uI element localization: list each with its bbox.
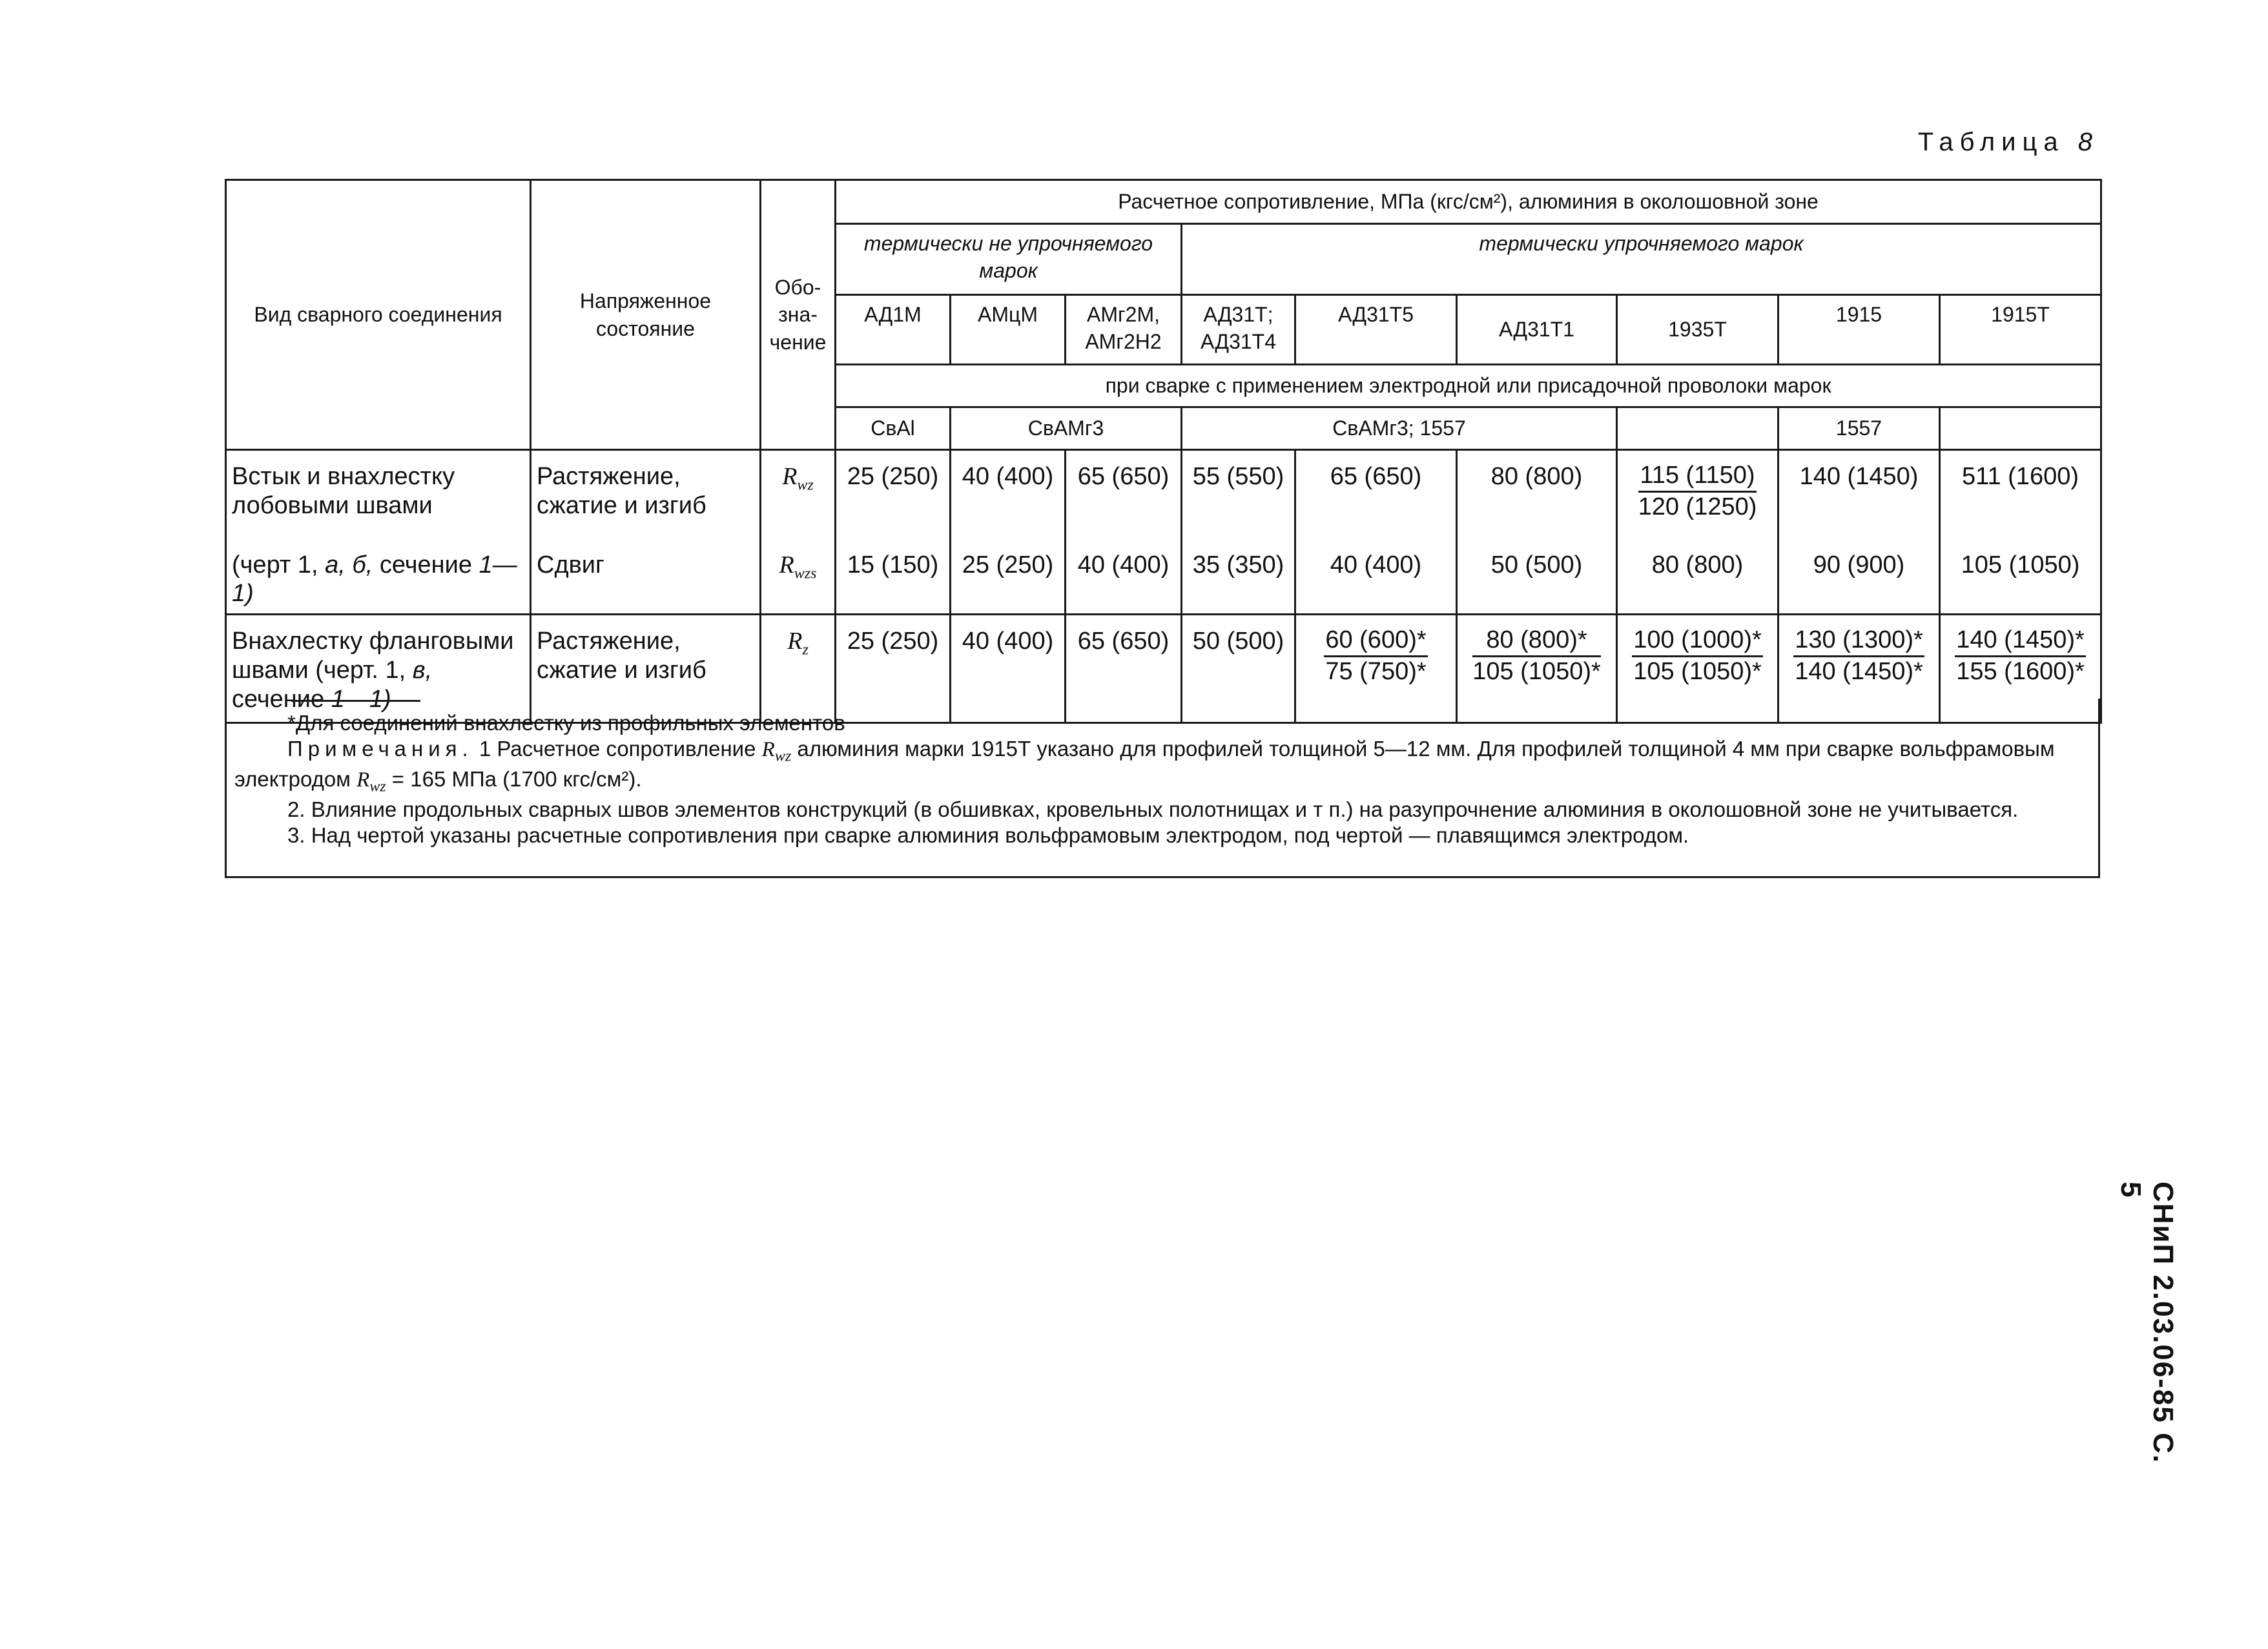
row3-cell: 65 (650) — [1066, 615, 1182, 723]
row1-cell: 65 (650) — [1066, 450, 1182, 539]
row1-cell: 80 (800) — [1457, 450, 1617, 539]
wire-1557: 1557 — [1778, 407, 1940, 450]
wire-empty-1915t — [1940, 407, 2101, 450]
table-row — [226, 539, 2101, 615]
table-caption-label: Таблица — [1917, 128, 2065, 156]
document-code-label: СНиП 2.03.06-85 С. 5 — [2115, 1182, 2179, 1464]
row2-cell: 105 (1050) — [1940, 539, 2101, 615]
row2-cell: 40 (400) — [1295, 539, 1457, 615]
grade-ad1m: АД1М — [836, 295, 951, 365]
table-caption-number: 8 — [2077, 128, 2099, 156]
row1-stress: Растяжение, сжатие и изгиб — [531, 450, 761, 539]
row2-symbol: $R_{wzs}$ — [761, 539, 836, 615]
row3-frac-cell: $\frac{130 (1300)*}{140 (1450)*}$ — [1778, 615, 1940, 723]
header-joint-type: Вид сварного соединения — [226, 180, 531, 450]
row1-cell-1935t: $\frac{115 (1150)}{120 (1250)}$ — [1617, 450, 1778, 539]
note-1: Примечания. 1 Расчетное сопротивление $R_{wz}$ алюминия марки 1915Т указано для профилей толщиной 5—12 мм. Для профилей толщиной 4 мм при сварке вольфрамовым электродом $R_{wz} = 165$ МПа (1700 кгс/см²). — [234, 737, 2055, 795]
row1-symbol: $R_{wz}$ — [761, 450, 836, 539]
row2-cell: 50 (500) — [1457, 539, 1617, 615]
wire-svamg3-1557: СвАМг3; 1557 — [1182, 407, 1617, 450]
row3-cell: 50 (500) — [1182, 615, 1295, 723]
row2-stress: Сдвиг — [531, 539, 761, 615]
row1-cell: 40 (400) — [951, 450, 1066, 539]
table-caption — [1873, 128, 2099, 157]
grade-ad31t5: АД31Т5 — [1295, 295, 1457, 365]
header-group-hardened: термически упрочняемого марок — [1182, 224, 2101, 295]
notes-block — [225, 699, 2100, 878]
wire-sval: СвАl — [836, 407, 951, 450]
table-row — [226, 450, 2101, 539]
grade-1935t: 1935Т — [1617, 295, 1778, 365]
grade-ad31t1: АД31Т1 — [1457, 295, 1617, 365]
grade-amcm: АМцМ — [951, 295, 1066, 365]
note-3: 3. Над чертой указаны расчетные сопротивления при сварке алюминия вольфрамовым электродом, под чертой — плавящимся электродом. — [287, 823, 1689, 848]
grade-1915t: 1915Т — [1940, 295, 2101, 365]
row2-cell: 35 (350) — [1182, 539, 1295, 615]
note-2: 2. Влияние продольных сварных швов элементов конструкций (в обшивках, кровельных полотнищах и т п.) на разупрочнение алюминия в околошовной зоне не учитывается. — [287, 797, 2019, 821]
row1-joint: Встык и внахлестку лобовыми швами — [226, 450, 531, 539]
row3-frac-cell: $\frac{80 (800)*}{105 (1050)*}$ — [1457, 615, 1617, 723]
header-group-not-hardened: термически не упрочняемого марок — [836, 224, 1182, 295]
header-stress-state: Напряженное состояние — [531, 180, 761, 450]
wire-svamg3: СвАМг3 — [951, 407, 1182, 450]
row2-cell: 80 (800) — [1617, 539, 1778, 615]
wire-empty-1935 — [1617, 407, 1778, 450]
row3-joint: Внахлестку фланговыми швами (черт. 1, в, сечение 1—1) — [226, 615, 531, 723]
row3-frac-cell: $\frac{140 (1450)*}{155 (1600)*}$ — [1940, 615, 2101, 723]
row3-cell: 40 (400) — [951, 615, 1066, 723]
row1-cell: 55 (550) — [1182, 450, 1295, 539]
footnote-rule — [291, 700, 420, 702]
row2-cell: 25 (250) — [951, 539, 1066, 615]
row1-cell: 65 (650) — [1295, 450, 1457, 539]
row2-cell: 90 (900) — [1778, 539, 1940, 615]
row1-cell: 511 (1600) — [1940, 450, 2101, 539]
row2-cell: 40 (400) — [1066, 539, 1182, 615]
row1-cell: 140 (1450) — [1778, 450, 1940, 539]
row2-joint: (черт 1, а, б, сечение 1—1) — [226, 539, 531, 615]
grade-amg2m: АМг2М, АМг2Н2 — [1066, 295, 1182, 365]
header-wire-row: при сварке с применением электродной или присадочной проволоки марок — [836, 365, 2101, 407]
grade-ad31t: АД31Т; АД31Т4 — [1182, 295, 1295, 365]
row3-frac-cell: $\frac{100 (1000)*}{105 (1050)*}$ — [1617, 615, 1778, 723]
header-symbol: Обо-зна-чение — [761, 180, 836, 450]
row3-stress: Растяжение, сжатие и изгиб — [531, 615, 761, 723]
row1-cell: 25 (250) — [836, 450, 951, 539]
row2-cell: 15 (150) — [836, 539, 951, 615]
row3-frac-cell: $\frac{60 (600)*}{75 (750)*}$ — [1295, 615, 1457, 723]
row3-symbol: $R_z$ — [761, 615, 836, 723]
resistance-table — [225, 179, 2102, 724]
footnote: *Для соединений внахлестку из профильных элементов — [287, 711, 845, 735]
header-resistance-title: Расчетное сопротивление, МПа (кгс/см²), алюминия в околошовной зоне — [836, 180, 2101, 224]
row3-cell: 25 (250) — [836, 615, 951, 723]
grade-1915: 1915 — [1778, 295, 1940, 365]
